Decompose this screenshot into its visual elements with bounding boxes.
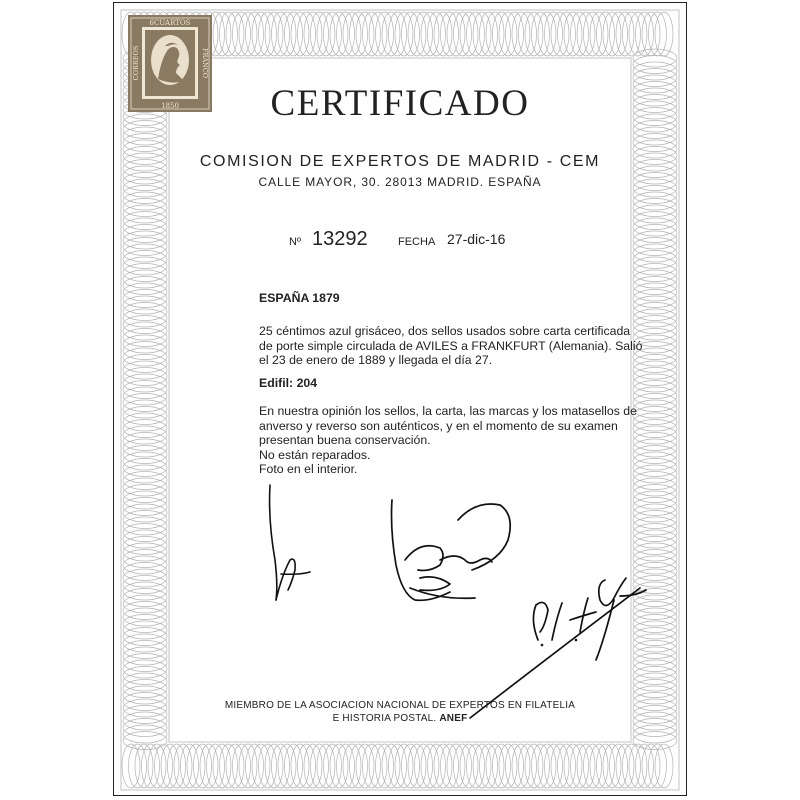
signature-2 bbox=[392, 500, 511, 600]
opinion-line: anverso y reverso son auténticos, y en el momento de su examen bbox=[259, 418, 618, 433]
certificate-title: CERTIFICADO bbox=[270, 83, 530, 124]
certificate-date: 27-dic-16 bbox=[447, 231, 506, 247]
edifil-catalog: Edifil: 204 bbox=[259, 376, 318, 390]
opinion-line: Foto en el interior. bbox=[259, 462, 358, 476]
signature-3 bbox=[470, 578, 646, 718]
description-line: el 23 de enero de 1889 y llegada el día 27. bbox=[259, 353, 493, 367]
date-label: FECHA bbox=[398, 236, 436, 248]
description-line: 25 céntimos azul grisáceo, dos sellos usados sobre carta certificada bbox=[259, 324, 631, 338]
stamp-heading: ESPAÑA 1879 bbox=[259, 291, 340, 305]
organization-address: CALLE MAYOR, 30. 28013 MADRID. ESPAÑA bbox=[258, 175, 542, 189]
footer-line-1: MIEMBRO DE LA ASOCIACION NACIONAL DE EXPERTOS EN FILATELIA bbox=[224, 700, 576, 711]
opinion-line: presentan buena conservación. bbox=[259, 433, 431, 447]
stamp-top-text: 6CUARTOS bbox=[149, 19, 191, 27]
description-line: de porte simple circulada de AVILES a FRANKFURT (Alemania). Salió bbox=[259, 338, 643, 353]
stamp-left-text: CORREOS bbox=[132, 45, 140, 81]
certificate-number: 13292 bbox=[312, 228, 368, 250]
number-label: Nº bbox=[289, 236, 301, 248]
footer-line-2: E HISTORIA POSTAL. ANEF bbox=[332, 712, 468, 724]
stamp-bottom-text: 1850 bbox=[161, 102, 179, 110]
opinion-line: En nuestra opinión los sellos, la carta, las marcas y los matasellos de bbox=[259, 404, 637, 418]
signature-1 bbox=[270, 485, 310, 600]
organization-name: COMISION DE EXPERTOS DE MADRID - CEM bbox=[199, 153, 601, 170]
stamp-right-text: FRANCO bbox=[201, 47, 209, 79]
opinion-line: No están reparados. bbox=[259, 447, 371, 462]
